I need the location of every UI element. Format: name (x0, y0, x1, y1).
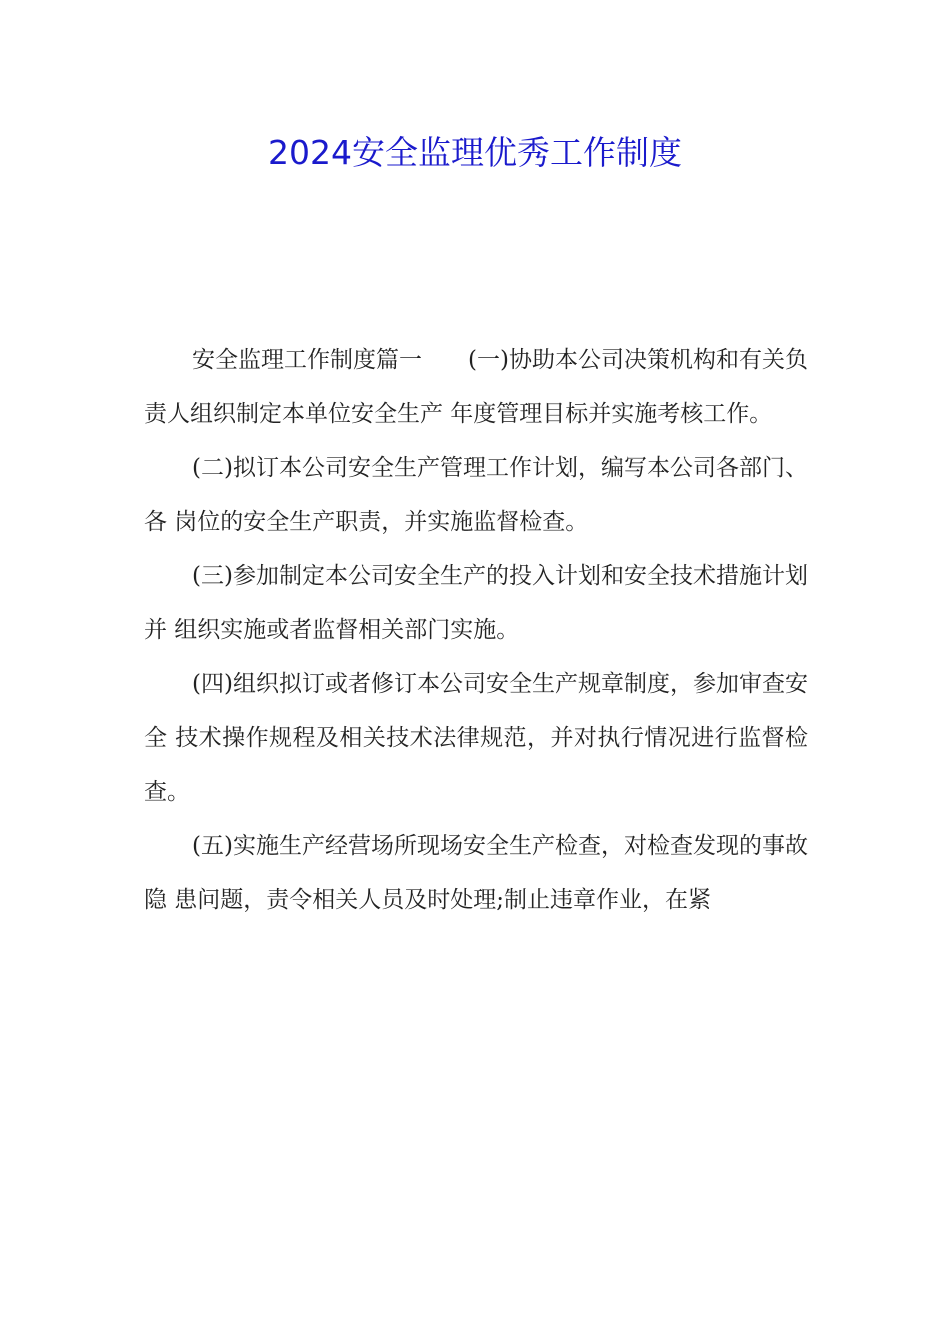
paragraph-3: (三)参加制定本公司安全生产的投入计划和安全技术措施计划并 组织实施或者监督相关部门实施。 (144, 563, 808, 643)
paragraph-1: 安全监理工作制度篇一 (一)协助本公司决策机构和有关负责人组织制定本单位安全生产 年度管理目标并实施考核工作。 (144, 347, 808, 427)
document-body (144, 333, 808, 927)
paragraph-2: (二)拟订本公司安全生产管理工作计划，编写本公司各部门、各 岗位的安全生产职责，并实施监督检查。 (144, 455, 808, 535)
paragraph-5: (五)实施生产经营场所现场安全生产检查，对检查发现的事故隐 患问题，责令相关人员及时处理;制止违章作业，在紧 (144, 833, 808, 913)
paragraph-4: (四)组织拟订或者修订本公司安全生产规章制度，参加审查安全 技术操作规程及相关技术法律规范，并对执行情况进行监督检查。 (144, 671, 808, 805)
page-title: 2024安全监理优秀工作制度 (268, 133, 682, 172)
